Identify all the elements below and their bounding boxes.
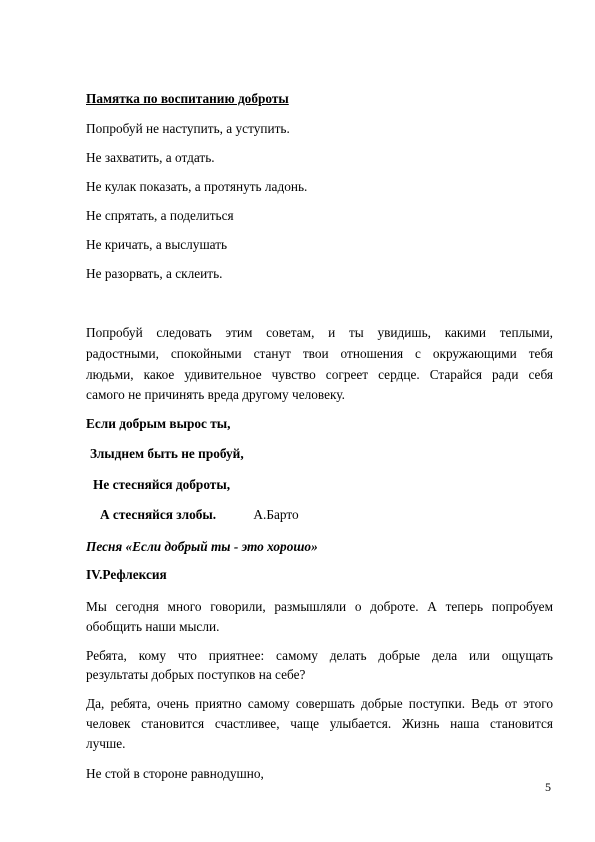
memo-title: Памятка по воспитанию доброты	[86, 91, 289, 106]
poem-line: Злыднем быть не пробуй,	[90, 446, 244, 461]
poem-line: А стесняйся злобы.	[100, 507, 217, 522]
memo-line: Не разорвать, а склеить.	[86, 266, 223, 281]
paragraph-line: Да, ребята, очень приятно самому совершать добрые поступки. Ведь от этого	[86, 696, 553, 711]
memo-line: Не кулак показать, а протянуть ладонь.	[86, 179, 308, 194]
song-title: Песня «Если добрый ты - это хорошо»	[86, 539, 318, 554]
paragraph-line: лучше.	[86, 736, 126, 751]
paragraph-line: результаты добрых поступков на себе?	[86, 667, 306, 682]
memo-line: Не захватить, а отдать.	[86, 150, 215, 165]
poem-line: Если добрым вырос ты,	[86, 416, 231, 431]
memo-line: Не спрятать, а поделиться	[86, 208, 234, 223]
paragraph-line: Мы сегодня много говорили, размышляли о доброте. А теперь попробуем	[86, 599, 553, 614]
poem-last-row	[100, 506, 299, 524]
advice-line: людьми, какое удивительное чувство согреет сердце. Старайся ради себя	[86, 367, 553, 382]
advice-line: самого не причинять вреда другому человеку.	[86, 387, 345, 402]
advice-line: Попробуй следовать этим советам, и ты увидишь, какими теплыми,	[86, 325, 553, 340]
page-number: 5	[545, 780, 551, 794]
poem-line: Не стесняйся доброты,	[93, 477, 231, 492]
paragraph-line: Ребята, кому что приятнее: самому делать добрые дела или ощущать	[86, 648, 553, 663]
memo-line: Не кричать, а выслушать	[86, 237, 228, 252]
paragraph-line: обобщить наши мысли.	[86, 619, 220, 634]
section-heading: IV.Рефлексия	[86, 567, 167, 582]
poem-author: А.Барто	[253, 507, 299, 522]
memo-line: Попробуй не наступить, а уступить.	[86, 121, 290, 136]
paragraph-line: человек становится счастливее, чаще улыбается. Жизнь наша становится	[86, 716, 553, 731]
paragraph-line: Не стой в стороне равнодушно,	[86, 766, 264, 781]
advice-line: радостными, спокойными станут твои отношения с окружающими тебя	[86, 346, 553, 361]
